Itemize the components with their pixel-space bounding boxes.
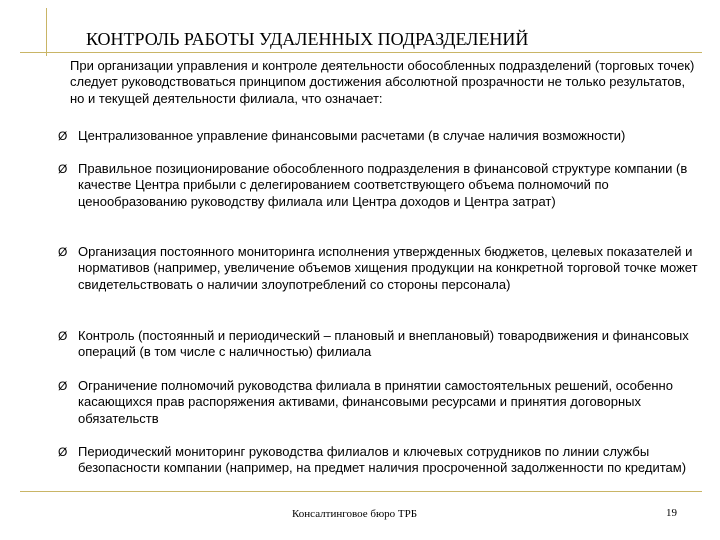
page-number: 19 — [666, 507, 677, 519]
arrow-bullet-icon: Ø — [58, 329, 68, 343]
intro-paragraph: При организации управления и контроле деятельности обособленных подразделений (торговых точек) следует руководствоваться принципом достижения абсолютной прозрачности не только результатов, но и текущей деятельности филиала, что означает: — [70, 58, 695, 106]
arrow-bullet-icon: Ø — [58, 245, 68, 259]
bullet-item-budget-monitoring: Организация постоянного мониторинга исполнения утвержденных бюджетов, целевых показателей и нормативов (например, увеличение объемов хищения продукции на конкретной торговой точке может свидетельствовать о наличии злоупотреблений со стороны персонала) — [78, 244, 698, 292]
arrow-bullet-icon: Ø — [58, 379, 68, 393]
top-rule — [20, 52, 702, 53]
arrow-bullet-icon: Ø — [58, 129, 68, 143]
footer-company: Консалтинговое бюро ТРБ — [292, 508, 418, 520]
arrow-bullet-icon: Ø — [58, 445, 68, 459]
bottom-rule — [20, 491, 702, 492]
slide-title: КОНТРОЛЬ РАБОТЫ УДАЛЕННЫХ ПОДРАЗДЕЛЕНИЙ — [86, 29, 529, 49]
bullet-item-operations-control: Контроль (постоянный и периодический – плановый и внеплановый) товародвижения и финансовых операций (в том числе с наличностью) филиала — [78, 328, 689, 360]
bullet-item-centralized-finance: Централизованное управление финансовыми расчетами (в случае наличия возможности) — [78, 128, 626, 143]
bullet-item-positioning: Правильное позиционирование обособленного подразделения в финансовой структуре компании (в качестве Центра прибыли с делегированием соответствующего объема полномочий по ценообразованию руководству филиала или Центра доходов и Центра затрат) — [78, 161, 688, 209]
bullet-item-security-monitoring: Периодический мониторинг руководства филиалов и ключевых сотрудников по линии службы безопасности компании (например, на предмет наличия просроченной задолженности по кредитам) — [78, 444, 687, 476]
vertical-rule — [46, 8, 47, 56]
arrow-bullet-icon: Ø — [58, 162, 68, 176]
bullet-item-authority-limits: Ограничение полномочий руководства филиала в принятии самостоятельных решений, особенно касающихся прав распоряжения активами, финансовыми ресурсами и принятия договорных обязательств — [78, 378, 673, 426]
